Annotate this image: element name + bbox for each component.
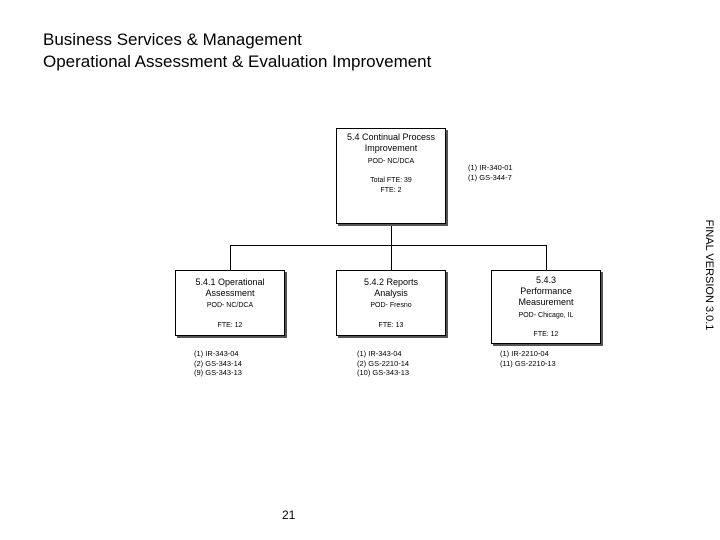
org-box-5-4 [336, 128, 446, 224]
page-number: 21 [282, 508, 296, 522]
org-box-5-4-2 [336, 270, 446, 336]
page-title-line-1: Business Services & Management [43, 30, 302, 49]
staff-line: (1) IR-343-04 [357, 349, 402, 358]
staff-line: (2) GS-2210-14 [357, 358, 410, 368]
connector-line [391, 245, 392, 270]
org-box-fte: FTE: 12 [217, 322, 243, 329]
org-box-fte: FTE: 2 [380, 187, 402, 194]
connector-line [391, 226, 392, 245]
staff-line: (2) GS-343-14 [194, 358, 242, 368]
staff-note-5-4-1 [194, 349, 242, 378]
staff-note-5-4-2 [357, 349, 409, 378]
connector-line [230, 245, 546, 246]
staff-line: (1) IR-340-01 [468, 163, 513, 172]
org-box-pod: POD- Chicago, IL [518, 312, 574, 319]
org-box-title: 5.4.1 Operational [195, 277, 265, 287]
org-box-pod: POD- NC/DCA [206, 302, 254, 309]
org-box-title: 5.4 Continual Process [346, 132, 436, 142]
org-box-title-cont: Performance [520, 286, 572, 296]
org-box-fte: FTE: 12 [533, 331, 559, 338]
org-box-5-4-3 [491, 270, 601, 344]
staff-line: (9) GS-343-13 [194, 368, 242, 377]
connector-line [546, 245, 547, 270]
org-box-total-fte: Total FTE: 39 [370, 177, 412, 184]
page-title-line-2: Operational Assessment & Evaluation Improvement [43, 52, 432, 71]
staff-line: (10) GS-343-13 [357, 368, 410, 377]
version-label: FINAL VERSION 3.0.1 [703, 219, 715, 331]
org-box-title-cont: Improvement [364, 143, 418, 153]
staff-note-5-4-3 [500, 349, 556, 368]
staff-line: (1) IR-343-04 [194, 349, 239, 358]
org-box-title-cont: Analysis [374, 288, 408, 298]
connector-line [230, 245, 231, 270]
staff-note-5-4 [468, 163, 513, 182]
org-box-pod: POD- Fresno [370, 302, 412, 309]
org-box-title: 5.4.2 Reports [363, 277, 419, 287]
org-box-title-cont: Measurement [518, 297, 574, 307]
staff-line: (1) IR-2210-04 [500, 349, 549, 358]
org-box-title-cont: Assessment [205, 288, 255, 298]
staff-line: (1) GS-344-7 [468, 172, 512, 182]
org-box-5-4-1 [175, 270, 285, 336]
org-box-title: 5.4.3 [535, 275, 557, 285]
org-box-fte: FTE: 13 [378, 322, 404, 329]
org-box-pod: POD- NC/DCA [367, 158, 415, 165]
staff-line: (11) GS-2210-13 [500, 358, 556, 368]
